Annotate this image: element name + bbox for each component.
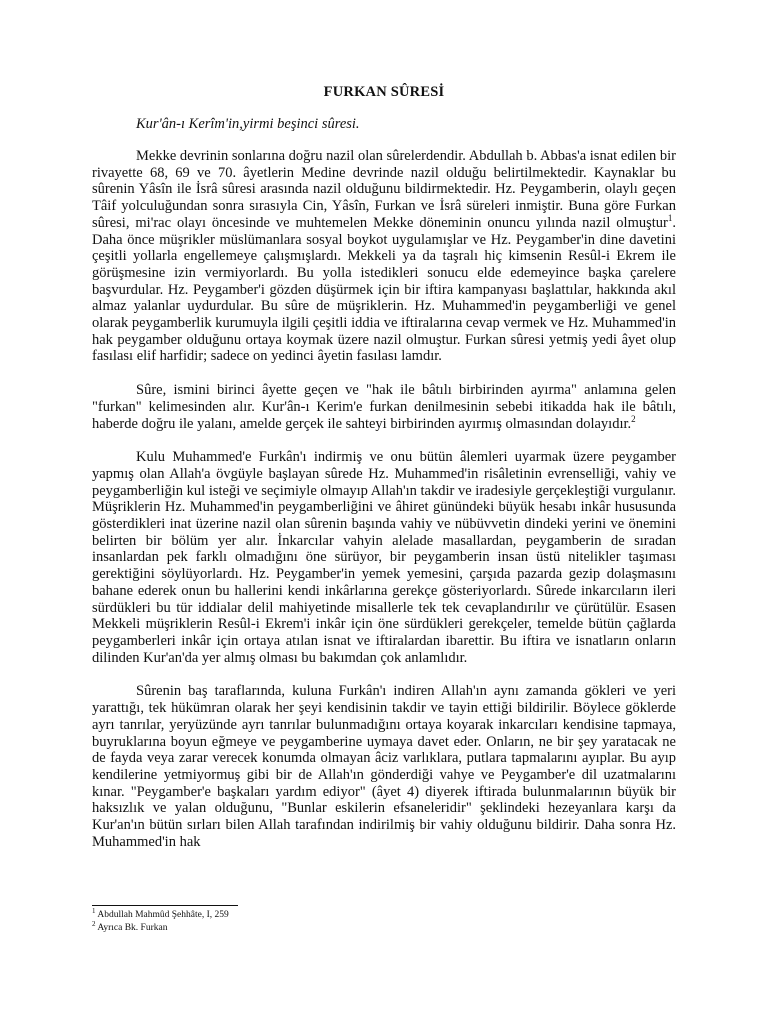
footnote-separator	[92, 905, 238, 906]
footnote-reference: 1	[667, 212, 673, 223]
paragraph-text: Mekke devrinin sonlarına doğru nazil olan sûrelerdendir. Abdullah b. Abbas'a isnat edilen bir rivayette 68, 69 ve 70. âyetlerin Medine devrinde nazil olduğu belirtilmektedir. Kaynaklar bu sûrenin Yâsîn ile İsrâ sûresi arasında nazil olduğunu bildirmektedir. Hz. Peygamberin, olaylı geçen Tâif yolculuğundan sonra sırasıyla Cin, Yâsîn, Furkan ve İsrâ süreleri inmiştir. Buna göre Furkan sûresi, mi'rac olayı öncesinde ve muhtemelen Mekke döneminin onuncu yılında nazil olmuştur	[92, 148, 676, 231]
footnotes	[92, 905, 676, 935]
footnote-number: 2	[92, 919, 96, 928]
footnote-number: 1	[92, 906, 96, 915]
paragraph-text: . Daha önce müşrikler müslümanlara sosyal boykot uygulamışlar ve Hz. Peygamber'in dine davetini çeşitli yollarla engellemeye çalışmışlardı. Mekkeli ya da taşralı hiç kimsenin Resûl-i Ekrem ile görüşmesine izin vermiyorlardı. Bu yolla istedikleri sonucu elde edemeyince başka çarelere başvurdular. Hz. Peygamber'i gözden düşürmek için bir iftira kampanyası başlattılar, hakkında akıl almaz yalanlar uydurdular. Bu sûre de müşriklerin. Hz. Muhammed'in peygamberliği ve genel olarak peygamberlik kurumuyla ilgili çeşitli iddia ve iftiralarına cevap vermek ve Hz. Muhammed'in hak peygamber olduğunu ortaya koymak üzere nazil olmuştur. Furkan sûresi yetmiş yedi âyet olup fasılası elif harfidir; sadece on yedinci âyetin fasılası lamdır.	[92, 214, 676, 365]
footnote-text: Ayrıca Bk. Furkan	[97, 923, 168, 933]
document-title: FURKAN SÛRESİ	[323, 84, 445, 100]
paragraph	[92, 382, 676, 432]
footnote	[92, 919, 676, 935]
document-page	[92, 84, 676, 850]
footnote-text: Abdullah Mahmûd Şehhâte, I, 259	[97, 910, 229, 920]
paragraph	[92, 683, 676, 850]
paragraph-text: Sûrenin baş taraflarında, kuluna Furkân'ı indiren Allah'ın aynı zamanda gökleri ve yeri yarattığı, tek hükümran olarak her şeyi kendisinin takdir ve tayin ettiği bildirilir. Böylece göklerde ayrı tanrılar, yeryüzünde ayrı tanrılar bulunmadığını ortaya koyarak inkarcıları kendisine tapmaya, buyruklarına boyun eğmeye ve peygamberine uymaya davet eder. Onların, ne bir şey yaratacak ne de fayda veya zarar verecek konumda olmayan âciz varlıklara, putlara tapmalarını ayıplar. Bu ayıp kendilerine yetmiyormuş gibi bir de Allah'ın gönderdiği vahye ve Peygamber'e dil uzatmalarını kınar. "Peygamber'e başkaları yardım ediyor" (âyet 4) diyerek iftirada bulunmalarının büyük bir haksızlık ve yalan olduğunu, "Bunlar eskilerin efsaneleridir" şeklindeki hezeyanlara karşı da Kur'an'ın bütün sırları bilen Allah tarafından indirilmiş bir vahiy olduğunu bildirir. Daha sonra Hz. Muhammed'in hak	[92, 683, 676, 850]
paragraph-text: Kulu Muhammed'e Furkân'ı indirmiş ve onu bütün âlemleri uyarmak üzere peygamber yapmış olan Allah'a övgüyle başlayan sûrede Hz. Muhammed'in risâletinin evrenselliği, vahiy ve peygamberliğin kul isteği ve seçimiyle olmayıp Allah'ın takdir ve iradesiyle gerçekleştiği vurgulanır. Müşriklerin Hz. Muhammed'in peygamberliğini ve âhiret günündeki büyük hesabı inkâr hususunda gösterdikleri inat üzerine nazil olan sûrenin başında vahiy ve nübüvvetin dindeki yerini ve önemini belirten bir bölüm yer alır. İnkarcılar vahyin alelade masallardan, peygamberin de sıradan insanlardan pek farklı olmadığını öne sürüyor, bir peygamberin insan üstü nitelikler taşıması gerektiğini söylüyorlardı. Hz. Peygamber'in yemek yemesini, çarşıda pazarda gezip dolaşmasını bahane ederek onun bu hallerini kendi inkârlarına gerekçe gösteriyorlardı. Sûrede inkarcıların ileri sürdükleri bu tür iddialar delil mahiyetinde misallerle tek tek cevaplandırılır ve çürütülür. Esasen Mekkeli müşriklerin Resûl-i Ekrem'i inkâr için öne sürdükleri gerekçeler, temelde bütün çağlarda peygamberleri inkâr için ortaya atılan isnat ve iftiralardan ibarettir. Bu iftira ve isnatların onların dilinden Kur'an'da yer almış olması bu bakımdan çok anlamlıdır.	[92, 449, 676, 666]
footnote-reference: 2	[631, 413, 636, 424]
document-subtitle: Kur'ân-ı Kerîm'in,yirmi beşinci sûresi.	[136, 116, 360, 132]
paragraph	[92, 148, 676, 365]
footnote	[92, 906, 676, 922]
paragraph	[92, 449, 676, 666]
paragraph-text: Sûre, ismini birinci âyette geçen ve "hak ile bâtılı birbirinden ayırma" anlamına gelen "furkan" kelimesinden alır. Kur'ân-ı Kerim'e furkan denilmesinin sebebi itikadda hak ile bâtılı, haberde doğru ile yalanı, amelde gerçek ile sahteyi birbirinden ayırmış olmasından dolayıdır.	[92, 382, 676, 432]
